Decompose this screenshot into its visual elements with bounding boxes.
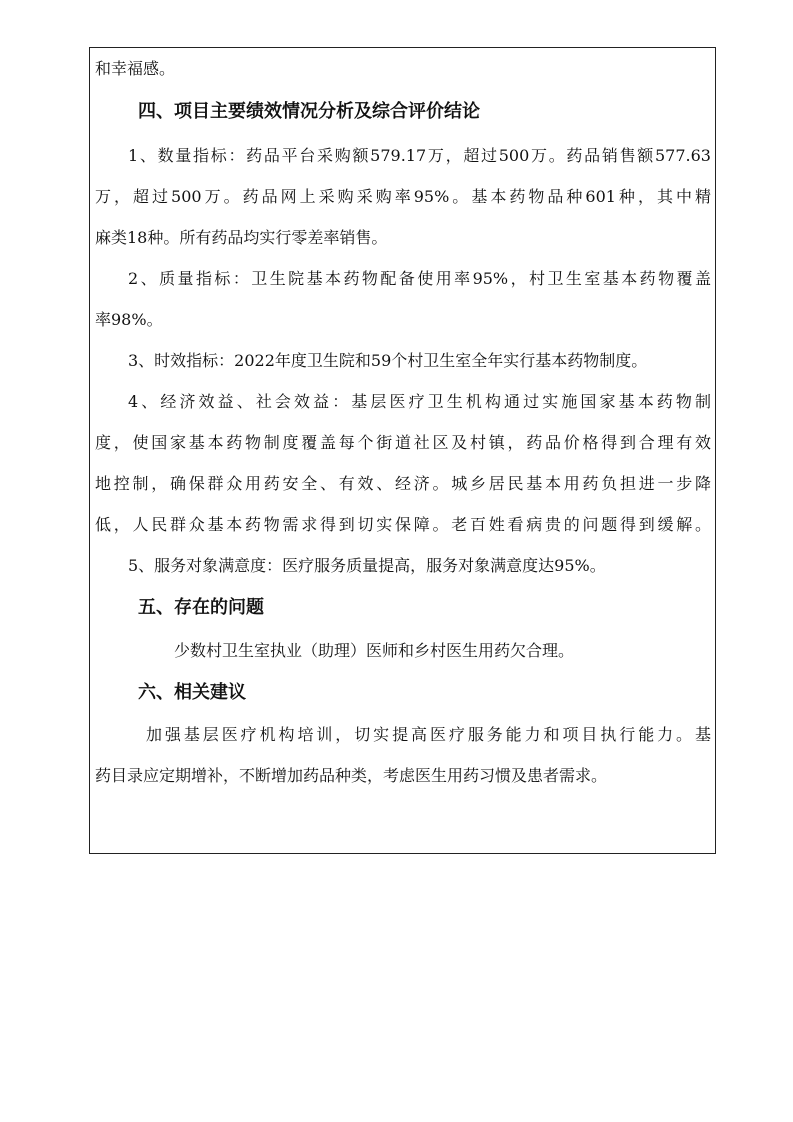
s4-p1-line-1: 1、数量指标：药品平台采购额579.17万，超过500万。药品销售额577.63 — [128, 146, 711, 165]
s6-p1-line-1: 加强基层医疗机构培训，切实提高医疗服务能力和项目执行能力。基 — [146, 725, 711, 744]
s4-p1-line-2: 万，超过500万。药品网上采购采购率95%。基本药物品种601种，其中精 — [95, 187, 711, 206]
s4-p4-line-2: 度，使国家基本药物制度覆盖每个街道社区及村镇，药品价格得到合理有效 — [95, 433, 711, 452]
s4-p4-line-3: 地控制，确保群众用药安全、有效、经济。城乡居民基本用药负担进一步降 — [95, 474, 711, 493]
s6-p1-line-2: 药目录应定期增补，不断增加药品种类，考虑医生用药习惯及患者需求。 — [95, 766, 608, 785]
s4-p1-line-3: 麻类18种。所有药品均实行零差率销售。 — [95, 228, 388, 247]
intro-tail-text: 和幸福感。 — [95, 59, 176, 78]
s4-p2-line-2: 率98%。 — [95, 310, 163, 329]
section-4-heading: 四、项目主要绩效情况分析及综合评价结论 — [138, 101, 480, 122]
s4-p5-line-1: 5、服务对象满意度：医疗服务质量提高，服务对象满意度达95%。 — [128, 556, 606, 575]
s4-p2-line-1: 2、质量指标：卫生院基本药物配备使用率95%，村卫生室基本药物覆盖 — [128, 269, 711, 288]
section-5-heading: 五、存在的问题 — [138, 597, 264, 618]
s5-p1-line-1: 少数村卫生室执业（助理）医师和乡村医生用药欠合理。 — [174, 641, 575, 660]
s4-p4-line-1: 4、经济效益、社会效益：基层医疗卫生机构通过实施国家基本药物制 — [128, 392, 711, 411]
section-6-heading: 六、相关建议 — [138, 682, 246, 703]
s4-p4-line-4: 低，人民群众基本药物需求得到切实保障。老百姓看病贵的问题得到缓解。 — [95, 515, 711, 534]
s4-p3-line-1: 3、时效指标：2022年度卫生院和59个村卫生室全年实行基本药物制度。 — [128, 351, 648, 370]
